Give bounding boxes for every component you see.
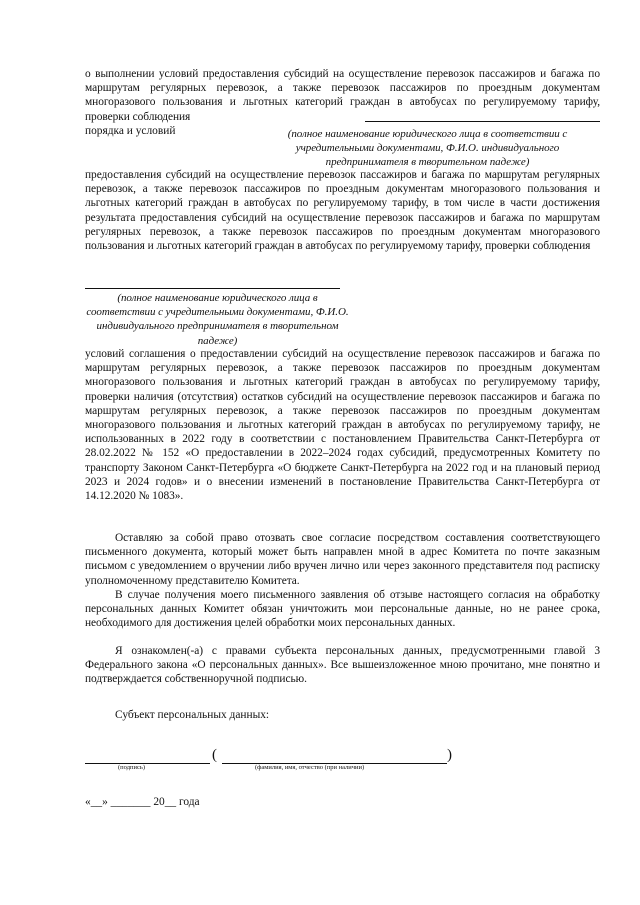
org-name-underline-1 [365, 121, 600, 122]
org-name-underline-2 [85, 288, 340, 289]
paragraph-5: В случае получения моего письменного заявления об отзыве настоящего согласия на обработку персональных данных Комитет обязан уничтожить мои персональные данные, но не ранее срока, необходимого для достижения целей обработки моих персональных данных. [85, 589, 600, 630]
paragraph-1: о выполнении условий предоставления субсидий на осуществление перевозок пассажиров и багажа по маршрутам регулярных перевозок, а также перевозок пассажиров по проездным документам многоразового пользования и льготных категорий граждан в автобусах по регулируемому тарифу, проверки соблюдения [85, 68, 600, 123]
note-2: (полное наименование юридического лица в соответствии с учредительными документами, Ф.И.О. индивидуального предпринимателя в творительном падеже) [86, 292, 349, 347]
paragraph-4: Оставляю за собой право отозвать свое согласие посредством составления соответствующего письменного документа, который может быть направлен мной в адрес Комитета по почте заказным письмом с уведомлением о вручении либо вручен лично или через законного представителя под расписку уполномоченному представителю Комитета. [85, 532, 600, 587]
signature-caption: (подпись) [118, 764, 145, 771]
full-name-caption: (фамилия, имя, отчество (при наличии) [255, 764, 365, 771]
paren-close: ) [447, 747, 452, 763]
subject-label: Субъект персональных данных: [115, 709, 270, 721]
paragraph-6: Я ознакомлен(-а) с правами субъекта персональных данных, предусмотренными главой 3 Федерального закона «О персональных данных». Все вышеизложенное мною прочитано, мне понятно и подтверждается собственноручной подписью. [85, 645, 600, 686]
paragraph-3: условий соглашения о предоставлении субсидий на осуществление перевозок пассажиров и багажа по маршрутам регулярных перевозок, а также перевозок пассажиров по проездным документам многоразового пользования и льготных категорий граждан в автобусах по регулируемому тарифу, проверки наличия (отсутствия) остатков субсидий на осуществление перевозок пассажиров и багажа по маршрутам регулярных перевозок, а также перевозок пассажиров по проездным документам многоразового пользования и льготных категорий граждан в автобусах по регулируемому тарифу, не использованных в 2022 году в соответствии с постановлением Правительства Санкт-Петербурга от 28.02.2022 № 152 «О предоставлении в 2022–2024 годах субсидий, предусмотренных Комитету по транспорту Законом Санкт-Петербурга «О бюджете Санкт-Петербурга на 2022 год и на плановый период 2023 и 2024 годов» и о внесении изменений в постановление Правительства Санкт-Петербурга от 14.12.2020 № 1083». [85, 348, 600, 503]
paragraph-1-tail: порядка и условий [85, 125, 176, 137]
date-line: «__» _______ 20__ года [85, 796, 200, 808]
paren-open: ( [212, 747, 217, 763]
signature-line[interactable] [85, 763, 210, 764]
paragraph-2: предоставления субсидий на осуществление перевозок пассажиров и багажа по маршрутам регулярных перевозок, а также перевозок пассажиров по проездным документам многоразового пользования и льготных категорий граждан в автобусах по регулируемому тарифу, в том числе в части достижения результата предоставления субсидий на осуществление перевозок пассажиров и багажа по маршрутам регулярных перевозок, а также перевозок пассажиров по проездным документам многоразового пользования и льготных категорий граждан в автобусах по регулируемому тарифу, проверки соблюдения [85, 169, 600, 253]
note-1: (полное наименование юридического лица в соответствии с учредительными документами, Ф.И.О. индивидуального предпринимателя в творительном падеже) [287, 128, 568, 169]
